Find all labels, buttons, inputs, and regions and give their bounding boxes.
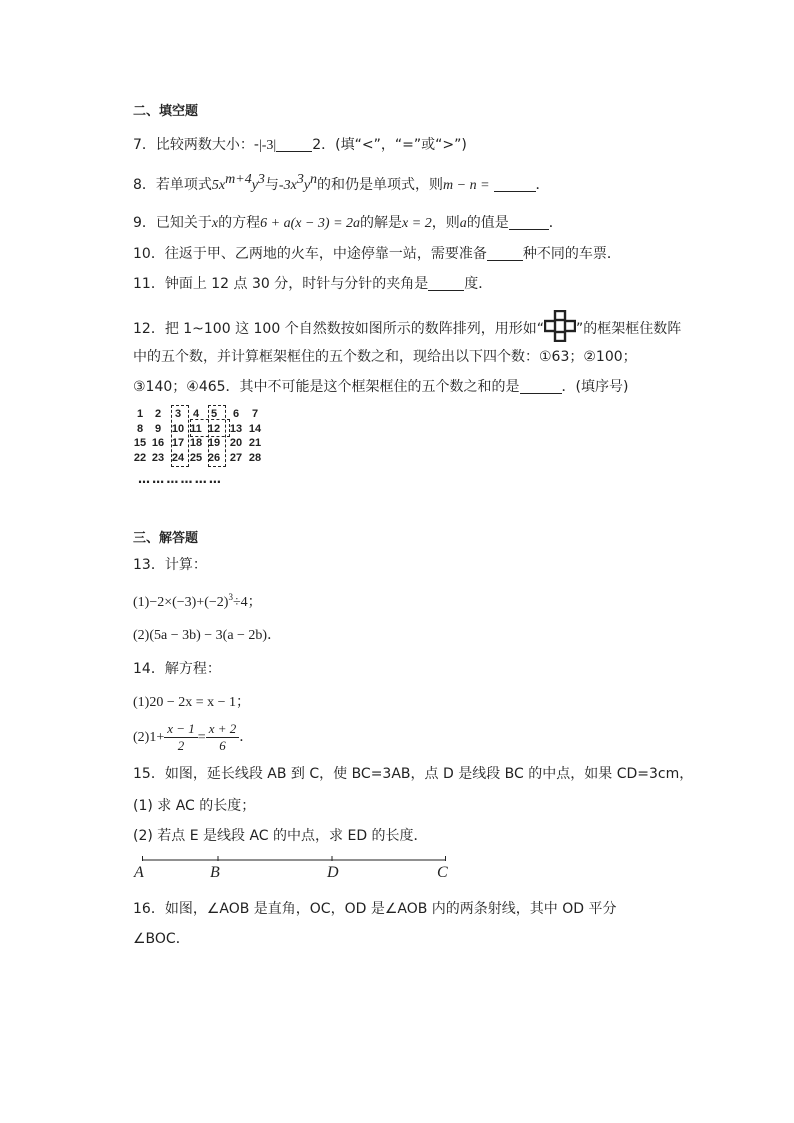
q12-line1a: 12．把 1~100 这 100 个自然数按如图所示的数阵排列，用形如“ xyxy=(133,321,544,337)
array-cell: 1 xyxy=(136,408,144,420)
q8-prefix: 8．若单项式 xyxy=(133,177,212,193)
question-16-line1: 16．如图，∠AOB 是直角，OC，OD 是∠AOB 内的两条射线，其中 OD 平分 xyxy=(133,901,617,917)
q8-exp1: m+4 xyxy=(225,172,252,187)
q9-var: x xyxy=(211,216,219,231)
q14-fraction-1 xyxy=(164,721,198,754)
array-cell: 7 xyxy=(251,408,259,420)
q12-line1b: ”的框架框住数阵 xyxy=(575,321,682,337)
frame-shape-icon xyxy=(544,310,576,342)
array-cell: 10 xyxy=(171,422,185,435)
array-cell: 12 xyxy=(207,422,221,435)
array-cell: 5 xyxy=(210,408,218,420)
q13-p1-exp: 3 xyxy=(228,592,233,602)
question-11 xyxy=(133,274,492,294)
q9-end: 的值是 xyxy=(466,215,509,231)
array-cell: 14 xyxy=(248,422,262,435)
q12-blank xyxy=(520,379,562,394)
question-12-line2: 中的五个数，并计算框架框住的五个数之和，现给出以下四个数：①63；②100； xyxy=(133,349,637,365)
q12-line3a: ③140；④465．其中不可能是这个框架框住的五个数之和的是 xyxy=(133,379,520,395)
array-cell: 21 xyxy=(248,437,262,449)
section-title-answer: 三、解答题 xyxy=(133,531,199,546)
array-cell: 9 xyxy=(154,422,162,435)
q8-term1b: y xyxy=(251,178,258,193)
question-15-line3: (2) 若点 E 是线段 AC 的中点，求 ED 的长度． xyxy=(133,828,428,844)
q7-sep2: ”或“ xyxy=(413,137,443,153)
array-cell: 22 xyxy=(133,451,147,464)
q14-f1-num: x − 1 xyxy=(164,721,198,738)
point-label-a: A xyxy=(134,864,144,881)
q14-f2-den: 6 xyxy=(219,738,226,754)
q13-p1-end: ÷4； xyxy=(232,595,262,610)
array-cell: 13 xyxy=(229,422,243,435)
q10-blank xyxy=(487,246,523,261)
q9-blank xyxy=(509,215,549,230)
q9-period: ． xyxy=(548,215,563,231)
q14-p2a: (2)1+ xyxy=(133,730,165,745)
question-10 xyxy=(133,244,621,264)
array-dots: … … … … … … xyxy=(138,472,220,486)
q7-abs: |-3| xyxy=(258,138,277,153)
question-16-line2: ∠BOC． xyxy=(133,931,190,947)
q14-p2eq: = xyxy=(197,730,206,745)
array-cell: 25 xyxy=(189,451,203,464)
q9-mid2: 的解是 xyxy=(360,215,403,231)
line-segment-figure xyxy=(142,856,446,866)
q9-mid1: 的方程 xyxy=(218,215,261,231)
q7-eq: = xyxy=(402,137,414,153)
q7-sep1: ”，“ xyxy=(373,137,403,153)
question-14-title: 14．解方程： xyxy=(133,661,221,677)
point-label-d: D xyxy=(327,864,339,881)
array-cell: 19 xyxy=(207,437,221,449)
question-8 xyxy=(133,172,550,196)
q8-exp2: 3 xyxy=(296,172,304,187)
point-label-c: C xyxy=(437,864,448,881)
array-cell: 6 xyxy=(232,408,240,420)
q8-exp2b: n xyxy=(310,172,318,187)
q14-p2end: ． xyxy=(239,730,254,745)
q8-term1: 5x xyxy=(211,178,226,193)
section-title-fill-blank: 二、填空题 xyxy=(133,104,199,119)
question-13-part2: (2)(5a − 3b) − 3(a − 2b)． xyxy=(133,628,282,643)
question-13-part1 xyxy=(133,593,262,613)
q8-term2: -3x xyxy=(278,178,297,193)
q11-blank xyxy=(428,276,464,291)
q9-solution: x = 2 xyxy=(402,216,432,231)
question-15-line2: (1) 求 AC 的长度； xyxy=(133,798,256,814)
question-9 xyxy=(133,213,563,234)
q8-term2b: y xyxy=(303,178,311,193)
q14-f1-den: 2 xyxy=(177,738,185,754)
array-cell: 4 xyxy=(192,408,200,420)
array-cell: 28 xyxy=(248,451,262,464)
q10-end: 种不同的车票． xyxy=(522,246,621,262)
q7-lt: < xyxy=(361,137,374,153)
question-7 xyxy=(133,135,467,156)
array-cell: 2 xyxy=(154,408,162,420)
q10-text: 10．往返于甲、乙两地的火车，中途停靠一站，需要准备 xyxy=(133,246,487,262)
q7-after: 2．(填“ xyxy=(312,137,362,153)
q14-f2-num: x + 2 xyxy=(206,721,240,738)
q7-gt: > xyxy=(442,137,455,153)
q9-prefix: 9．已知关于 xyxy=(133,215,212,231)
array-cell: 23 xyxy=(151,451,165,464)
question-14-part1: (1)20 − 2x = x − 1； xyxy=(133,695,251,710)
array-cell: 3 xyxy=(174,408,182,420)
array-cell: 8 xyxy=(136,422,144,435)
array-cell: 18 xyxy=(189,437,203,449)
array-cell: 16 xyxy=(151,437,165,449)
array-cell: 20 xyxy=(229,437,243,449)
q9-equation: 6 + a(x − 3) = 2a xyxy=(260,216,361,231)
q8-end: ． xyxy=(535,177,550,193)
q8-exp1b: 3 xyxy=(257,172,265,187)
question-15-line1: 15．如图，延长线段 AB 到 C，使 BC=3AB，点 D 是线段 BC 的中点，如果 CD=3cm， xyxy=(133,766,694,782)
q8-blank xyxy=(494,177,536,192)
q9-a: a xyxy=(459,216,467,231)
q7-blank xyxy=(276,137,312,152)
q7-prefix: 7．比较两数大小：- xyxy=(133,137,259,153)
q8-expr: m − n = xyxy=(443,178,490,193)
array-cell: 15 xyxy=(133,437,147,449)
question-12-line3 xyxy=(133,377,628,397)
q7-end: ”) xyxy=(454,137,467,153)
q9-mid3: ，则 xyxy=(431,215,460,231)
question-14-part2 xyxy=(133,720,253,756)
q11-text: 11．钟面上 12 点 30 分，时针与分针的夹角是 xyxy=(133,276,429,292)
q8-mid: 与 xyxy=(264,177,279,193)
q8-suffix: 的和仍是单项式，则 xyxy=(317,177,444,193)
question-13-title: 13．计算： xyxy=(133,557,207,573)
q12-line3b: ．(填序号) xyxy=(561,379,629,395)
array-cell: 11 xyxy=(190,422,202,435)
array-cell: 27 xyxy=(229,451,243,464)
point-label-b: B xyxy=(210,864,220,881)
q13-p1: (1)−2×(−3)+(−2) xyxy=(133,595,229,610)
q14-fraction-2 xyxy=(206,721,240,754)
q11-end: 度． xyxy=(464,276,493,292)
array-cell: 24 xyxy=(171,451,185,464)
array-cell: 26 xyxy=(207,451,221,464)
array-cell: 17 xyxy=(171,437,185,449)
question-12-line1 xyxy=(133,310,681,342)
number-array xyxy=(134,408,274,468)
